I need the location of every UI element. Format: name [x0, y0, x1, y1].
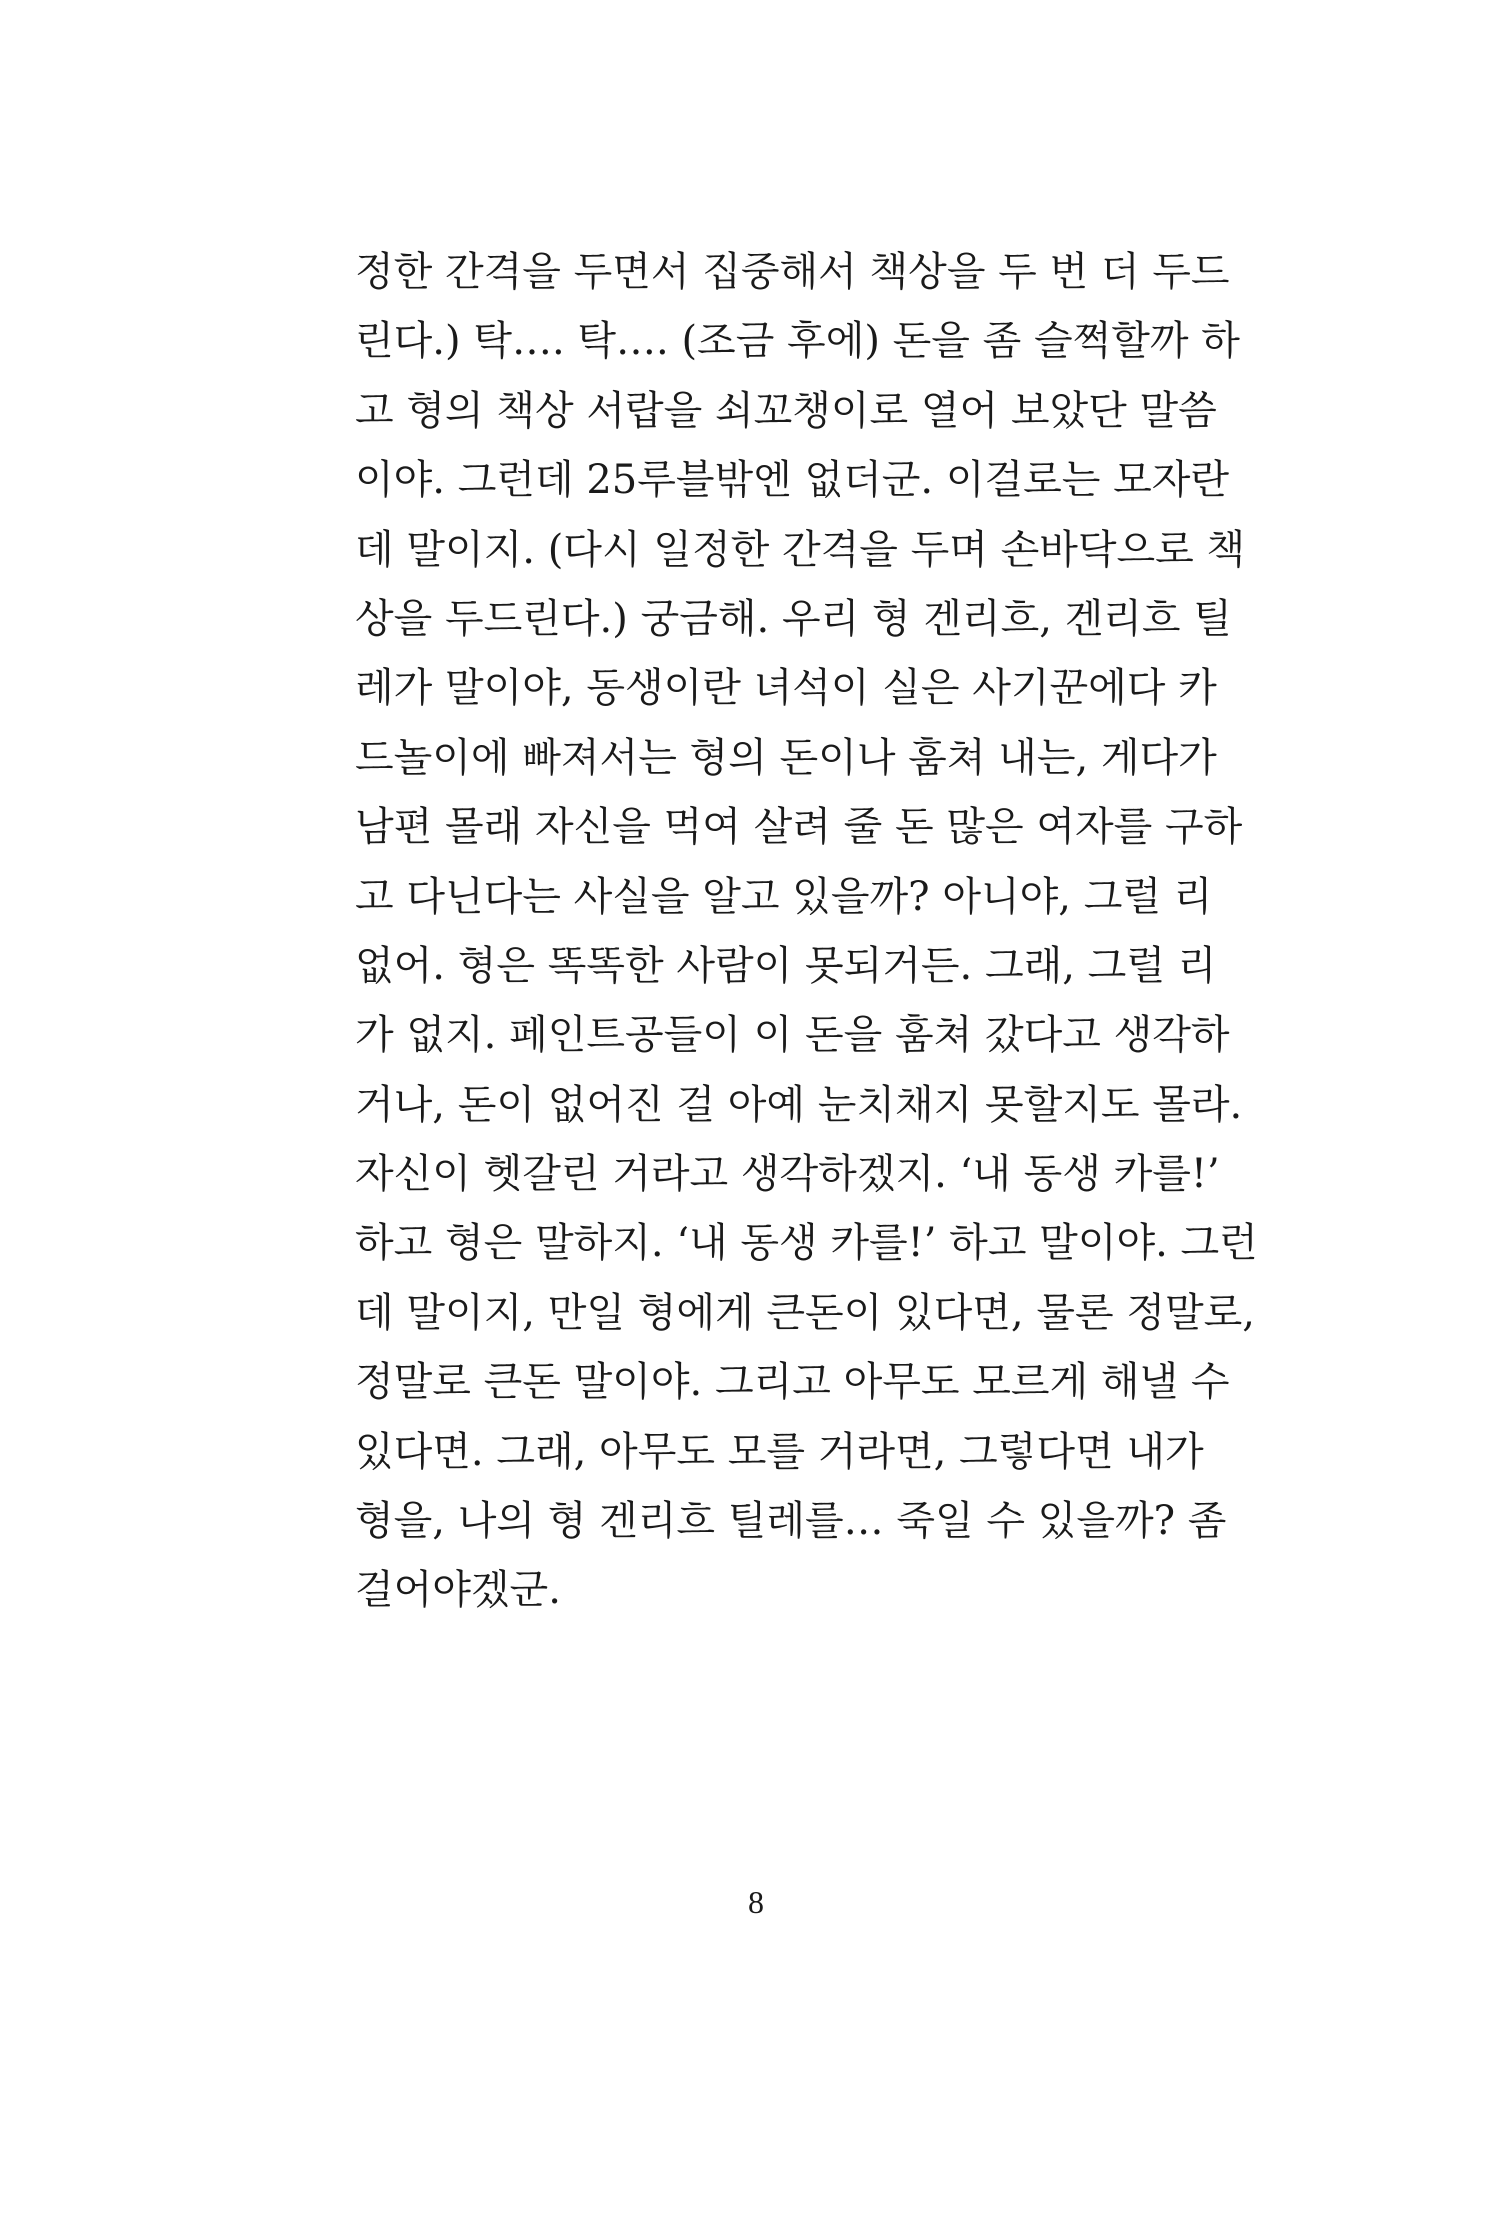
- text-line: 정한 간격을 두면서 집중해서 책상을 두 번 더 두드: [355, 249, 1230, 295]
- text-line: 정말로 큰돈 말이야. 그리고 아무도 모르게 해낼 수: [355, 1359, 1230, 1406]
- text-line: 레가 말이야, 동생이란 녀석이 실은 사기꾼에다 카: [355, 665, 1217, 712]
- text-line: 없어. 형은 똑똑한 사람이 못되거든. 그래, 그럴 리: [355, 942, 1217, 989]
- page-number: 8: [748, 1884, 764, 1920]
- text-line: 고 다닌다는 사실을 알고 있을까? 아니야, 그럴 리: [355, 873, 1213, 920]
- text-line: 데 말이지, 만일 형에게 큰돈이 있다면, 물론 정말로,: [355, 1289, 1255, 1336]
- text-line: 데 말이지. (다시 일정한 간격을 두며 손바닥으로 책: [355, 526, 1246, 573]
- text-line: 형을, 나의 형 겐리흐 틸레를… 죽일 수 있을까? 좀: [355, 1498, 1227, 1545]
- text-line: 거나, 돈이 없어진 걸 아예 눈치채지 못할지도 몰라.: [355, 1081, 1243, 1128]
- text-line: 이야. 그런데 25루블밖엔 없더군. 이걸로는 모자란: [355, 457, 1230, 504]
- text-line: 상을 두드린다.) 궁금해. 우리 형 겐리흐, 겐리흐 틸: [355, 595, 1232, 642]
- text-line: 남편 몰래 자신을 먹여 살려 줄 돈 많은 여자를 구하: [355, 804, 1243, 851]
- text-line: 걸어야겠군.: [355, 1567, 561, 1614]
- text-line: 있다면. 그래, 아무도 모를 거라면, 그렇다면 내가: [355, 1428, 1204, 1475]
- text-line: 자신이 헷갈린 거라고 생각하겠지. ‘내 동생 카를!’: [355, 1151, 1220, 1198]
- text-line: 가 없지. 페인트공들이 이 돈을 훔쳐 갔다고 생각하: [355, 1012, 1230, 1059]
- text-line: 린다.) 탁…. 탁…. (조금 후에) 돈을 좀 슬쩍할까 하: [355, 318, 1240, 365]
- body-text: [355, 238, 1258, 1626]
- text-line: 고 형의 책상 서랍을 쇠꼬챙이로 열어 보았단 말씀: [355, 387, 1217, 434]
- text-line: 드놀이에 빠져서는 형의 돈이나 훔쳐 내는, 게다가: [355, 734, 1217, 781]
- text-line: 하고 형은 말하지. ‘내 동생 카를!’ 하고 말이야. 그런: [355, 1220, 1258, 1267]
